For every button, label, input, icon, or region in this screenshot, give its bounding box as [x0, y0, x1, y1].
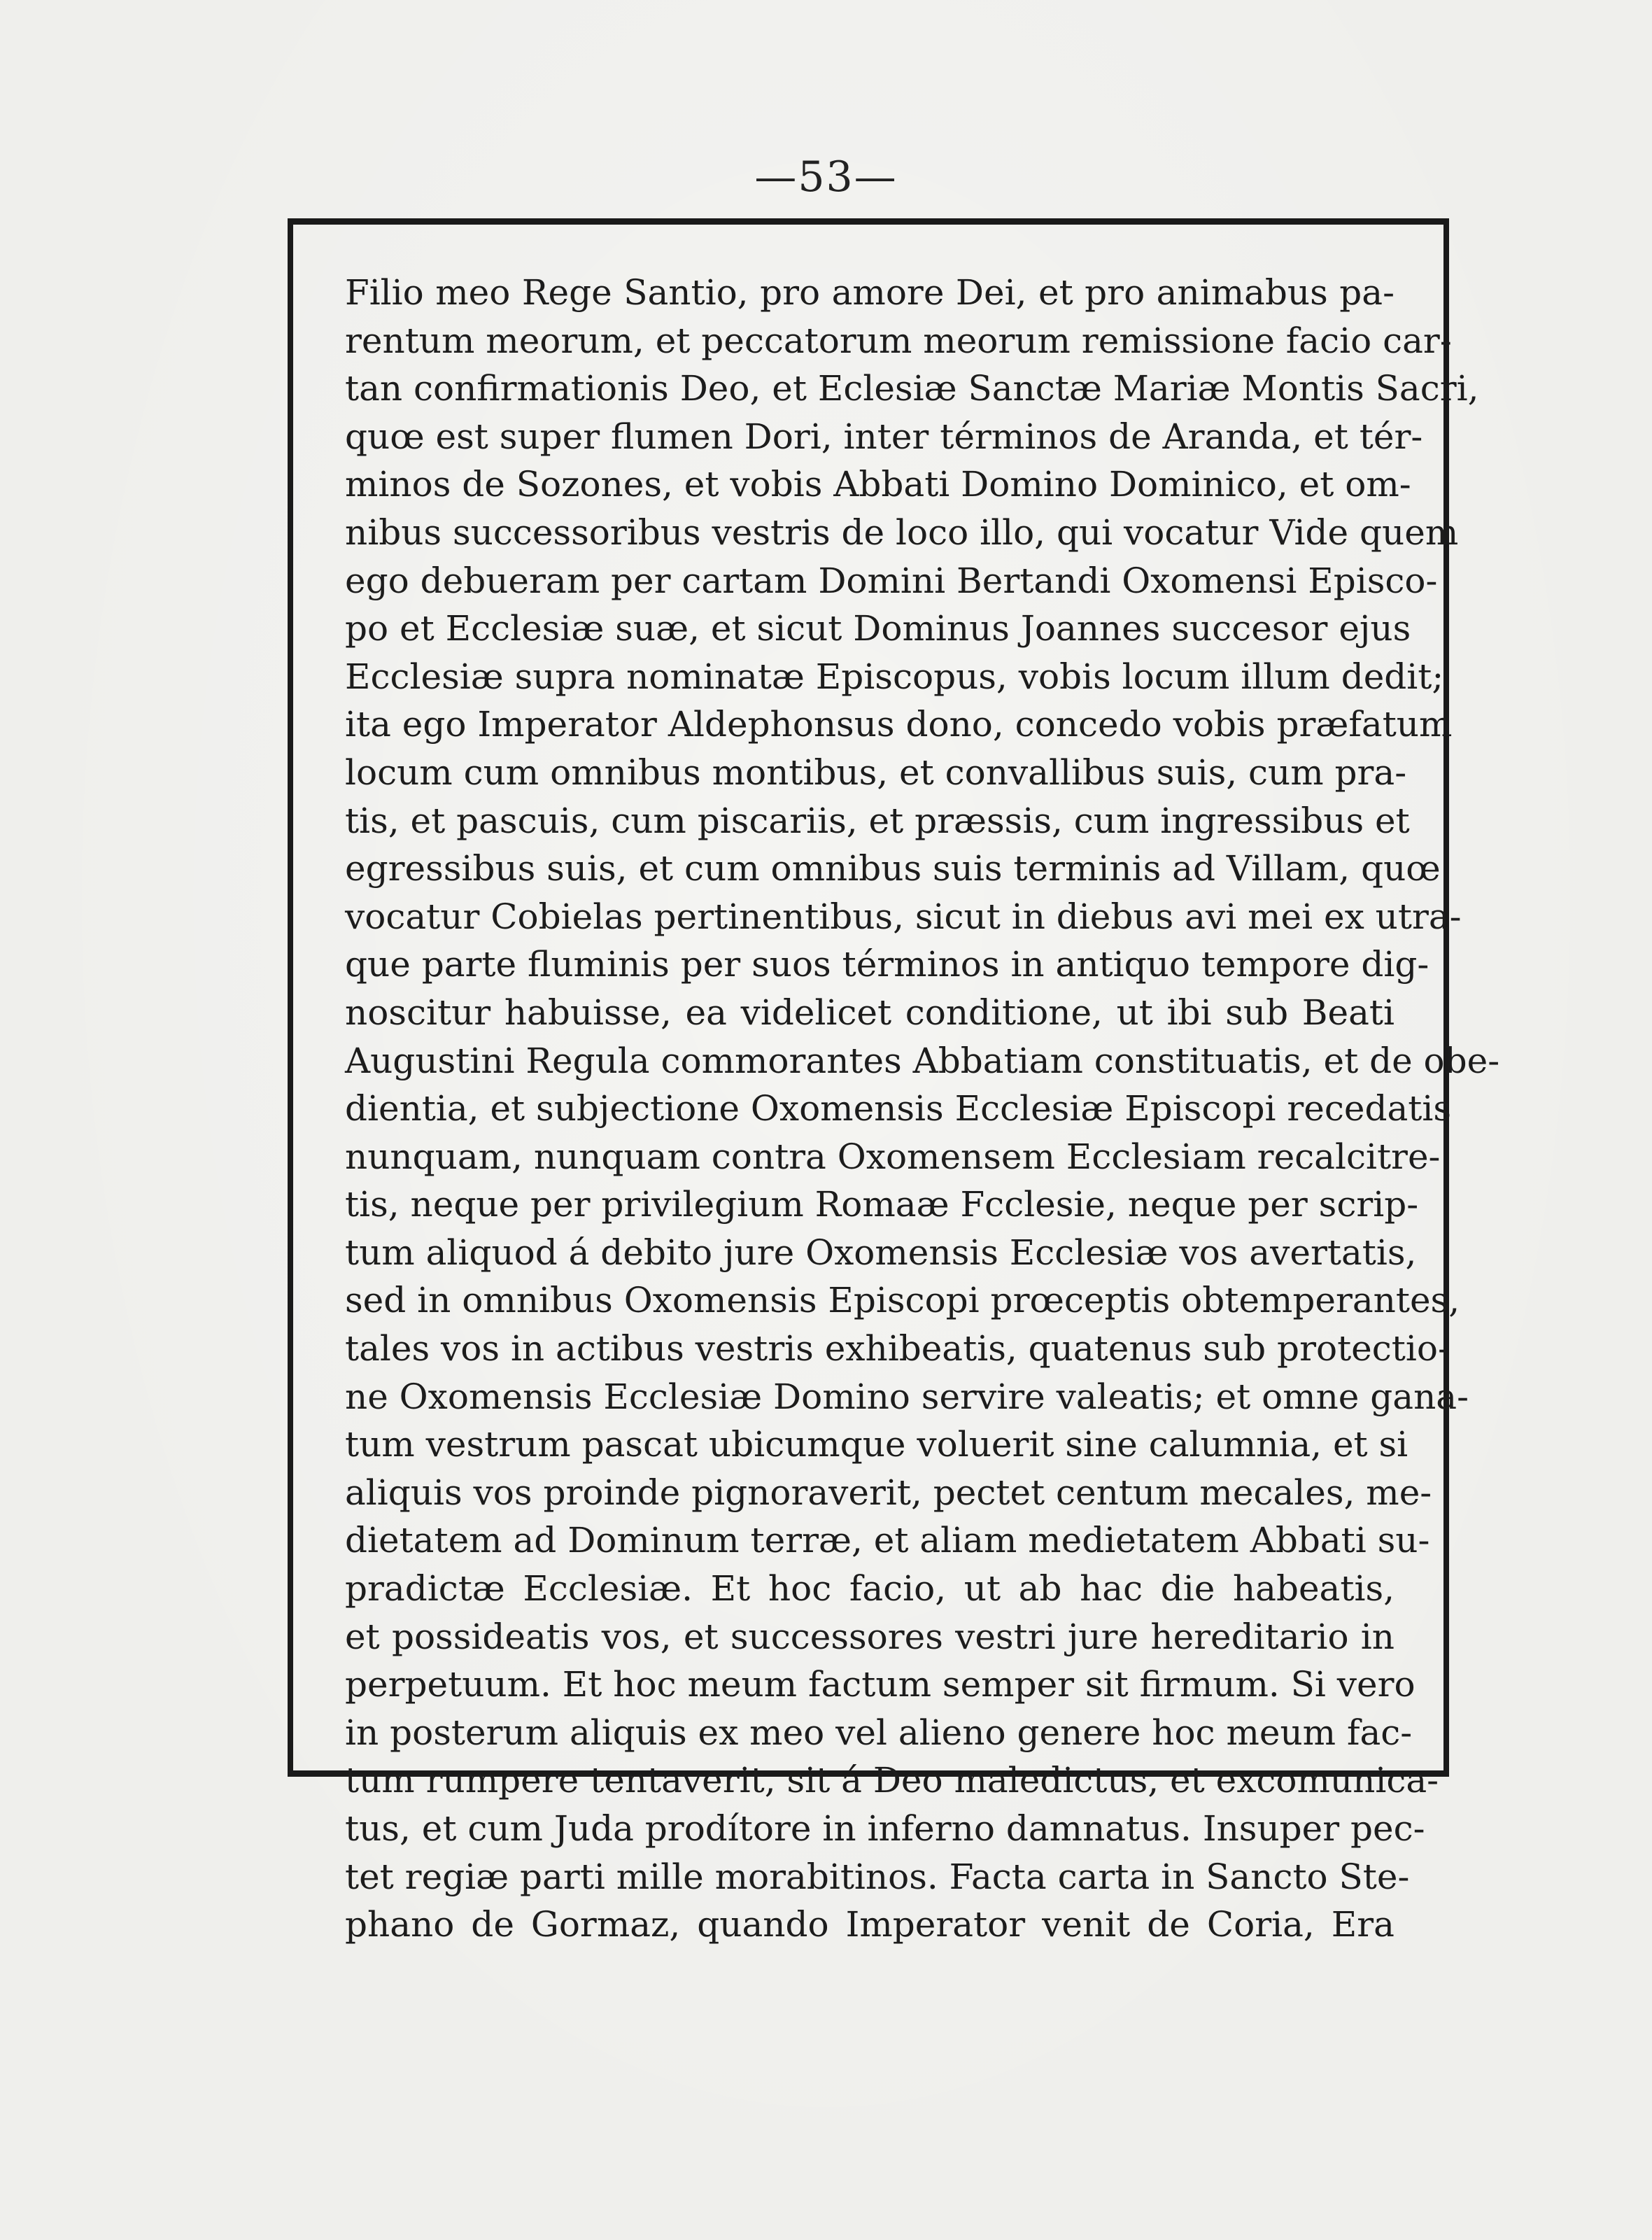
- body-text: [345, 269, 1500, 1949]
- text-line: tum aliquod á debito jure Oxomensis Ecclesiæ vos avertatis,: [345, 1232, 1417, 1273]
- text-line: tis, neque per privilegium Romaæ Fcclesie, neque per scrip-: [345, 1184, 1419, 1225]
- text-line: nibus successoribus vestris de loco illo, qui vocatur Vide quem: [345, 512, 1459, 553]
- text-line: Augustini Regula commorantes Abbatiam constituatis, et de obe-: [345, 1040, 1500, 1081]
- text-line: tum rumpere tentaverit, sit á Deo maledictus, et excomunica-: [345, 1760, 1439, 1801]
- page-number: —53—: [754, 153, 898, 202]
- text-line: egressibus suis, et cum omnibus suis terminis ad Villam, quœ: [345, 848, 1441, 889]
- text-line: ita ego Imperator Aldephonsus dono, concedo vobis præfatum: [345, 704, 1453, 745]
- text-line: in posterum aliquis ex meo vel alieno genere hoc meum fac-: [345, 1712, 1413, 1753]
- text-line: minos de Sozones, et vobis Abbati Domino Dominico, et om-: [345, 464, 1411, 505]
- text-line: aliquis vos proinde pignoraverit, pectet centum mecales, me-: [345, 1472, 1432, 1513]
- text-line: dietatem ad Dominum terræ, et aliam medietatem Abbati su-: [345, 1520, 1430, 1561]
- text-line: nunquam, nunquam contra Oxomensem Ecclesiam recalcitre-: [345, 1136, 1441, 1177]
- text-line: et possideatis vos, et successores vestri jure hereditario in: [345, 1616, 1395, 1657]
- text-line: tum vestrum pascat ubicumque voluerit sine calumnia, et si: [345, 1424, 1409, 1465]
- text-line: vocatur Cobielas pertinentibus, sicut in diebus avi mei ex utra-: [345, 896, 1462, 937]
- text-line: que parte fluminis per suos términos in antiquo tempore dig-: [345, 944, 1429, 985]
- text-line: pradictæ Ecclesiæ. Et hoc facio, ut ab hac die habeatis,: [345, 1568, 1395, 1609]
- text-line: tales vos in actibus vestris exhibeatis, quatenus sub protectio-: [345, 1328, 1450, 1369]
- text-line: noscitur habuisse, ea videlicet conditione, ut ibi sub Beati: [345, 992, 1395, 1033]
- text-line: tis, et pascuis, cum piscariis, et præssis, cum ingressibus et: [345, 800, 1410, 841]
- text-line: sed in omnibus Oxomensis Episcopi prœceptis obtemperantes,: [345, 1280, 1460, 1321]
- text-line: po et Ecclesiæ suæ, et sicut Dominus Joannes succesor ejus: [345, 608, 1411, 649]
- text-line: tet regiæ parti mille morabitinos. Facta carta in Sancto Ste-: [345, 1856, 1410, 1897]
- text-line: Filio meo Rege Santio, pro amore Dei, et pro animabus pa-: [345, 272, 1395, 313]
- text-line: dientia, et subjectione Oxomensis Ecclesiæ Episcopi recedatis: [345, 1088, 1452, 1129]
- text-line: Ecclesiæ supra nominatæ Episcopus, vobis locum illum dedit;: [345, 656, 1444, 697]
- text-line: ne Oxomensis Ecclesiæ Domino servire valeatis; et omne gana-: [345, 1376, 1469, 1417]
- text-line: rentum meorum, et peccatorum meorum remissione facio car-: [345, 320, 1452, 361]
- text-line: tan confirmationis Deo, et Eclesiæ Sanctæ Mariæ Montis Sacri,: [345, 368, 1479, 409]
- text-line: tus, et cum Juda prodítore in inferno damnatus. Insuper pec-: [345, 1808, 1425, 1849]
- text-line: phano de Gormaz, quando Imperator venit de Coria, Era: [345, 1904, 1395, 1945]
- text-line: quœ est super flumen Dori, inter términos de Aranda, et tér-: [345, 416, 1423, 457]
- text-line: perpetuum. Et hoc meum factum semper sit firmum. Si vero: [345, 1664, 1416, 1705]
- text-line: ego debueram per cartam Domini Bertandi Oxomensi Episco-: [345, 560, 1438, 601]
- text-line: locum cum omnibus montibus, et convallibus suis, cum pra-: [345, 752, 1407, 793]
